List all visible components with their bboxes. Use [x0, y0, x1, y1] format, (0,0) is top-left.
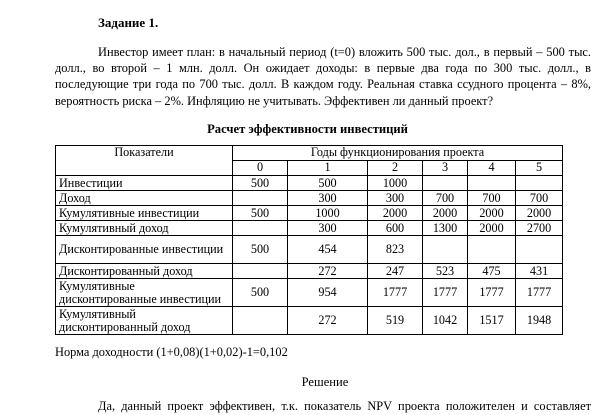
table-row: [56, 176, 563, 191]
table-cell: 2000: [468, 206, 516, 221]
table-row: [56, 221, 563, 236]
row-label: Кумулятивный доход: [56, 221, 233, 236]
table-cell: 700: [423, 191, 468, 206]
table-cell: 2000: [468, 221, 516, 236]
table-cell: 1777: [516, 279, 563, 307]
table-cell: 523: [423, 264, 468, 279]
table-cell: 1517: [468, 307, 516, 335]
table-cell: 2000: [516, 206, 563, 221]
year-header: 5: [516, 161, 563, 176]
table-cell: [516, 236, 563, 264]
table-cell: 700: [516, 191, 563, 206]
rate-note: Норма доходности (1+0,08)(1+0,02)-1=0,102: [55, 345, 288, 359]
table-row: [56, 191, 563, 206]
table-cell: 500: [233, 236, 288, 264]
table-cell: 300: [368, 191, 423, 206]
table-cell: 1042: [423, 307, 468, 335]
investment-table: [55, 145, 563, 335]
table-cell: [233, 191, 288, 206]
table-cell: 272: [288, 264, 368, 279]
task-heading: Задание 1.: [98, 15, 159, 30]
table-cell: 1000: [288, 206, 368, 221]
table-cell: 500: [288, 176, 368, 191]
table-cell: 519: [368, 307, 423, 335]
year-header: 4: [468, 161, 516, 176]
row-label: Доход: [56, 191, 233, 206]
table-cell: [233, 307, 288, 335]
table-cell: 247: [368, 264, 423, 279]
table-cell: 954: [288, 279, 368, 307]
table-cell: 300: [288, 221, 368, 236]
table-cell: 1777: [368, 279, 423, 307]
row-label: Дисконтированные инвестиции: [56, 236, 233, 264]
table-cell: [233, 221, 288, 236]
row-label: Инвестиции: [56, 176, 233, 191]
solution-heading: Решение: [301, 375, 349, 389]
table-cell: 700: [468, 191, 516, 206]
table-cell: 300: [288, 191, 368, 206]
year-header: 2: [368, 161, 423, 176]
table-cell: 454: [288, 236, 368, 264]
table-row: [56, 236, 563, 264]
years-group-header: Годы функционирования проекта: [233, 146, 563, 161]
indicator-column-header: Показатели: [56, 146, 233, 176]
row-label: Кумулятивные дисконтированные инвестиции: [56, 279, 233, 307]
table-cell: 600: [368, 221, 423, 236]
year-header: 3: [423, 161, 468, 176]
table-row: [56, 264, 563, 279]
table-row: [56, 206, 563, 221]
row-label: Кумулятивные инвестиции: [56, 206, 233, 221]
table-cell: 1000: [368, 176, 423, 191]
table-cell: 431: [516, 264, 563, 279]
table-row: [56, 279, 563, 307]
table-cell: [423, 236, 468, 264]
table-cell: [233, 264, 288, 279]
row-label: Кумулятивный дисконтированный доход: [56, 307, 233, 335]
table-cell: 500: [233, 176, 288, 191]
table-cell: [516, 176, 563, 191]
table-cell: 475: [468, 264, 516, 279]
table-row: [56, 307, 563, 335]
table-cell: [468, 176, 516, 191]
table-cell: 2000: [423, 206, 468, 221]
table-cell: 272: [288, 307, 368, 335]
table-cell: 1777: [468, 279, 516, 307]
table-cell: [423, 176, 468, 191]
table-cell: 500: [233, 206, 288, 221]
table-cell: 1948: [516, 307, 563, 335]
row-label: Дисконтированный доход: [56, 264, 233, 279]
table-cell: 2700: [516, 221, 563, 236]
table-cell: [468, 236, 516, 264]
year-header: 1: [288, 161, 368, 176]
year-header: 0: [233, 161, 288, 176]
table-cell: 500: [233, 279, 288, 307]
table-cell: 2000: [368, 206, 423, 221]
table-cell: 823: [368, 236, 423, 264]
table-cell: 1777: [423, 279, 468, 307]
table-title: Расчет эффективности инвестиций: [207, 122, 408, 136]
task-text: Инвестор имеет план: в начальный период (t=0) вложить 500 тыс. дол., в первый – 500 тыс. долл., во второй – 1 млн. долл. Он ожидает доходы: в первые два года по 300 тыс. долл., в последующие три года по 700 тыс. долл. В каждом году. Реальная ставка ссудного процента – 8%, вероятность риска – 2%. Инфляцию не учитывать. Эффективен ли данный проект?: [55, 45, 591, 108]
answer-text: Да, данный проект эффективен, т.к. показатель NPV проекта положителен и составляет: [98, 399, 591, 413]
table-cell: 1300: [423, 221, 468, 236]
